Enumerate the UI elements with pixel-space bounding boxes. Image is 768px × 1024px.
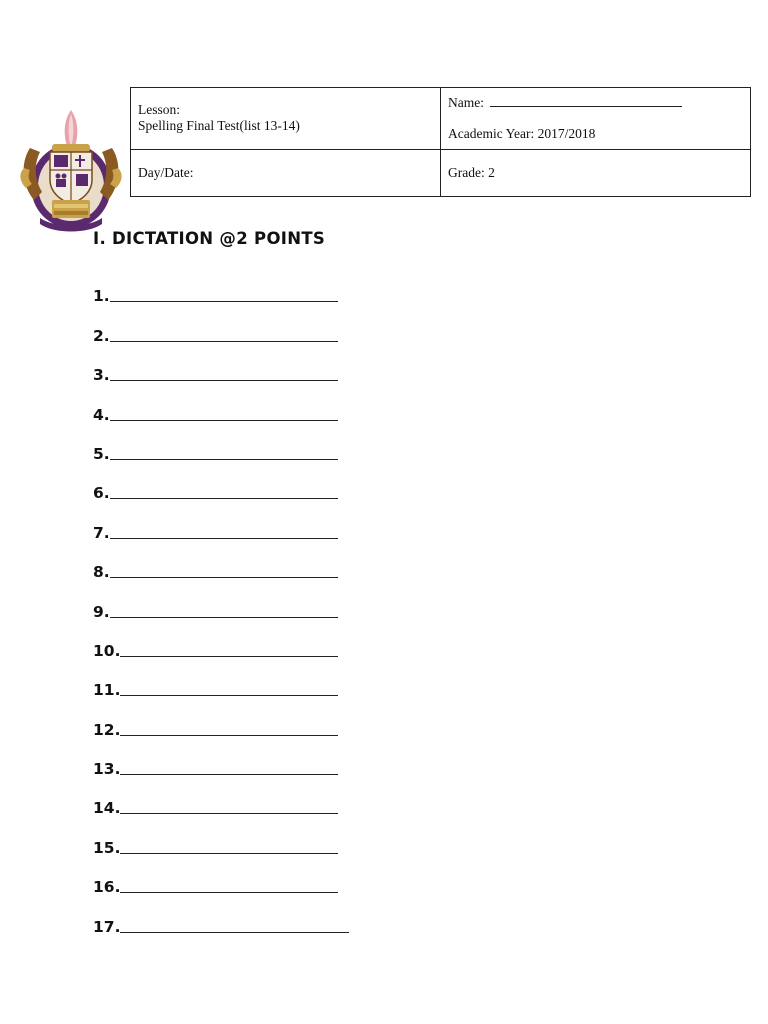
answer-line bbox=[93, 542, 349, 581]
answer-number: 17. bbox=[93, 917, 121, 936]
answer-blank[interactable] bbox=[110, 340, 338, 342]
name-blank-field[interactable] bbox=[490, 94, 682, 107]
answer-blank[interactable] bbox=[110, 537, 338, 539]
answer-line bbox=[93, 384, 349, 423]
academic-year: Academic Year: 2017/2018 bbox=[448, 126, 596, 141]
name-label: Name: bbox=[448, 95, 484, 110]
answer-blank[interactable] bbox=[110, 576, 338, 578]
answer-line bbox=[93, 581, 349, 620]
name-cell bbox=[441, 88, 751, 150]
answer-number: 9. bbox=[93, 602, 110, 621]
day-date-cell bbox=[131, 150, 441, 197]
answer-number: 2. bbox=[93, 326, 110, 345]
answer-number: 3. bbox=[93, 366, 110, 385]
answer-number: 11. bbox=[93, 681, 121, 700]
answer-number: 6. bbox=[93, 484, 110, 503]
answer-number: 4. bbox=[93, 405, 110, 424]
answer-number: 13. bbox=[93, 760, 121, 779]
answer-blank[interactable] bbox=[120, 734, 338, 736]
answer-number: 1. bbox=[93, 287, 110, 306]
answer-number: 5. bbox=[93, 444, 110, 463]
answer-number: 10. bbox=[93, 641, 121, 660]
answer-blank[interactable] bbox=[120, 812, 338, 814]
answer-blank[interactable] bbox=[110, 379, 338, 381]
answer-number: 12. bbox=[93, 720, 121, 739]
school-crest-logo bbox=[18, 108, 124, 234]
day-date-label: Day/Date: bbox=[138, 165, 194, 180]
lesson-label: Lesson: bbox=[138, 102, 180, 117]
header-info-table bbox=[130, 87, 751, 197]
answer-line bbox=[93, 502, 349, 541]
answer-line bbox=[93, 345, 349, 384]
answer-line bbox=[93, 305, 349, 344]
lesson-value: Spelling Final Test(list 13-14) bbox=[138, 118, 300, 133]
dictation-answer-list bbox=[93, 266, 349, 936]
answer-line bbox=[93, 778, 349, 817]
answer-line bbox=[93, 463, 349, 502]
answer-number: 15. bbox=[93, 838, 121, 857]
grade-cell bbox=[441, 150, 751, 197]
answer-line bbox=[93, 621, 349, 660]
answer-line bbox=[93, 660, 349, 699]
answer-blank[interactable] bbox=[110, 616, 338, 618]
answer-blank[interactable] bbox=[120, 773, 338, 775]
answer-line bbox=[93, 739, 349, 778]
answer-blank[interactable] bbox=[120, 931, 349, 933]
answer-blank[interactable] bbox=[120, 655, 338, 657]
answer-blank[interactable] bbox=[120, 694, 338, 696]
answer-blank[interactable] bbox=[110, 419, 338, 421]
answer-blank[interactable] bbox=[120, 852, 338, 854]
answer-blank[interactable] bbox=[110, 497, 338, 499]
answer-line bbox=[93, 817, 349, 856]
answer-number: 7. bbox=[93, 523, 110, 542]
answer-line bbox=[93, 424, 349, 463]
answer-line bbox=[93, 857, 349, 896]
answer-number: 14. bbox=[93, 799, 121, 818]
answer-blank[interactable] bbox=[120, 891, 338, 893]
answer-line bbox=[93, 699, 349, 738]
section-title: I. DICTATION @2 POINTS bbox=[93, 229, 326, 248]
answer-blank[interactable] bbox=[110, 300, 338, 302]
answer-line bbox=[93, 266, 349, 305]
answer-blank[interactable] bbox=[110, 458, 338, 460]
answer-number: 16. bbox=[93, 878, 121, 897]
answer-number: 8. bbox=[93, 563, 110, 582]
lesson-cell bbox=[131, 88, 441, 150]
answer-line bbox=[93, 896, 349, 935]
grade-label: Grade: 2 bbox=[448, 165, 495, 180]
